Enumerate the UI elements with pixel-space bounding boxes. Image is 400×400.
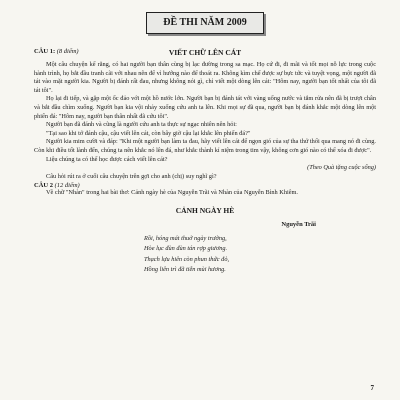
story-paragraph: Liệu chúng ta có thể học được cách viết lên cát? <box>46 155 168 163</box>
poem-line: Rồi, hóng mát thuở ngày trường, <box>144 234 227 242</box>
story-paragraph: "Tại sao khi tớ đánh cậu, cậu viết lên cát, còn bây giờ cậu lại khắc lên phiến đá?" <box>46 129 251 137</box>
question-2-prompt: Về chữ "Nhàn" trong hai bài thơ: Cảnh ngày hè của Nguyễn Trãi và Nhàn của Nguyễn Bỉnh Khiêm. <box>46 189 298 197</box>
poem-line: Hồng liên trì đã tiễn mùi hương. <box>144 266 226 274</box>
question-1-prompt: Câu hỏi rút ra ở cuối câu chuyện trên gợi cho anh (chị) suy nghĩ gì? <box>46 172 217 180</box>
question-2-header <box>34 182 376 189</box>
exam-title: ĐỀ THI NĂM 2009 <box>146 12 264 34</box>
story-paragraph: Một câu chuyện kể rằng, có hai người bạn thân cùng bị lạc đường trong sa mạc. Họ cứ đi, đi mãi và tốt mọi nỗ lực trong cuộc hành trình, họ bắt đầu tranh cãi với nhau nên để vì hướng nào để thoát ra. Không kìm chế được sự bực tức và tuyệt vọng, một người đã tát vào mặt người kia. Người bị đánh rất đau, nhưng không nói gì, chỉ viết một dòng lên cát: "Hôm nay, người bạn tốt nhất của tôi đã tát tôi". <box>34 61 376 94</box>
story-heading: VIẾT CHỮ LÊN CÁT <box>168 48 242 57</box>
poem-line: Hòe lục đùn đùn tán rợp giương. <box>144 245 228 253</box>
story-paragraph: Người bạn đã đánh và cũng là người cứu anh ta thực sự ngạc nhiên nên hỏi: <box>46 121 237 129</box>
poem-title: CẢNH NGÀY HÈ <box>175 205 235 215</box>
question-2-label: CÂU 2 (12 điểm) <box>34 182 80 190</box>
story-paragraph: Người kia mim cười và đáp: "Khi một người bạn làm ta đau, hãy viết lên cát để ngọn gió của sự tha thứ thổi qua mang nó đi cùng. Còn khi điều tốt lành đến, chúng ta nên khắc nó lên đá, như khắc thành kỉ niệm trong tim vậy, không cơn gió nào có thể xóa đi được". <box>34 138 376 154</box>
poem-author: Nguyễn Trãi <box>281 220 316 228</box>
story-paragraph: Họ lại đi tiếp, và gặp một ốc đảo với một hồ nước lớn. Người bạn bị đánh tát với vàng uống nước và tắm rửa nên đã bị trượt chân và bắt đầu chìm xuống. Người bạn kia vội nhảy xuống cứu anh ta lên. Khi mọi sự đã qua, người bạn bị đánh khắc một dòng lên một phiến đá: "Hôm nay, người bạn thân nhất đã cứu tôi". <box>34 95 376 120</box>
poem-line: Thạch lựu hiên còn phun thức đỏ, <box>144 255 230 263</box>
poem-body <box>144 234 376 276</box>
page-number: 7 <box>370 384 374 392</box>
question-1-label: CÂU 1: (8 điểm) <box>34 48 79 55</box>
question-1-header <box>34 48 376 55</box>
story-source: (Theo Quà tặng cuộc sống) <box>307 164 376 172</box>
